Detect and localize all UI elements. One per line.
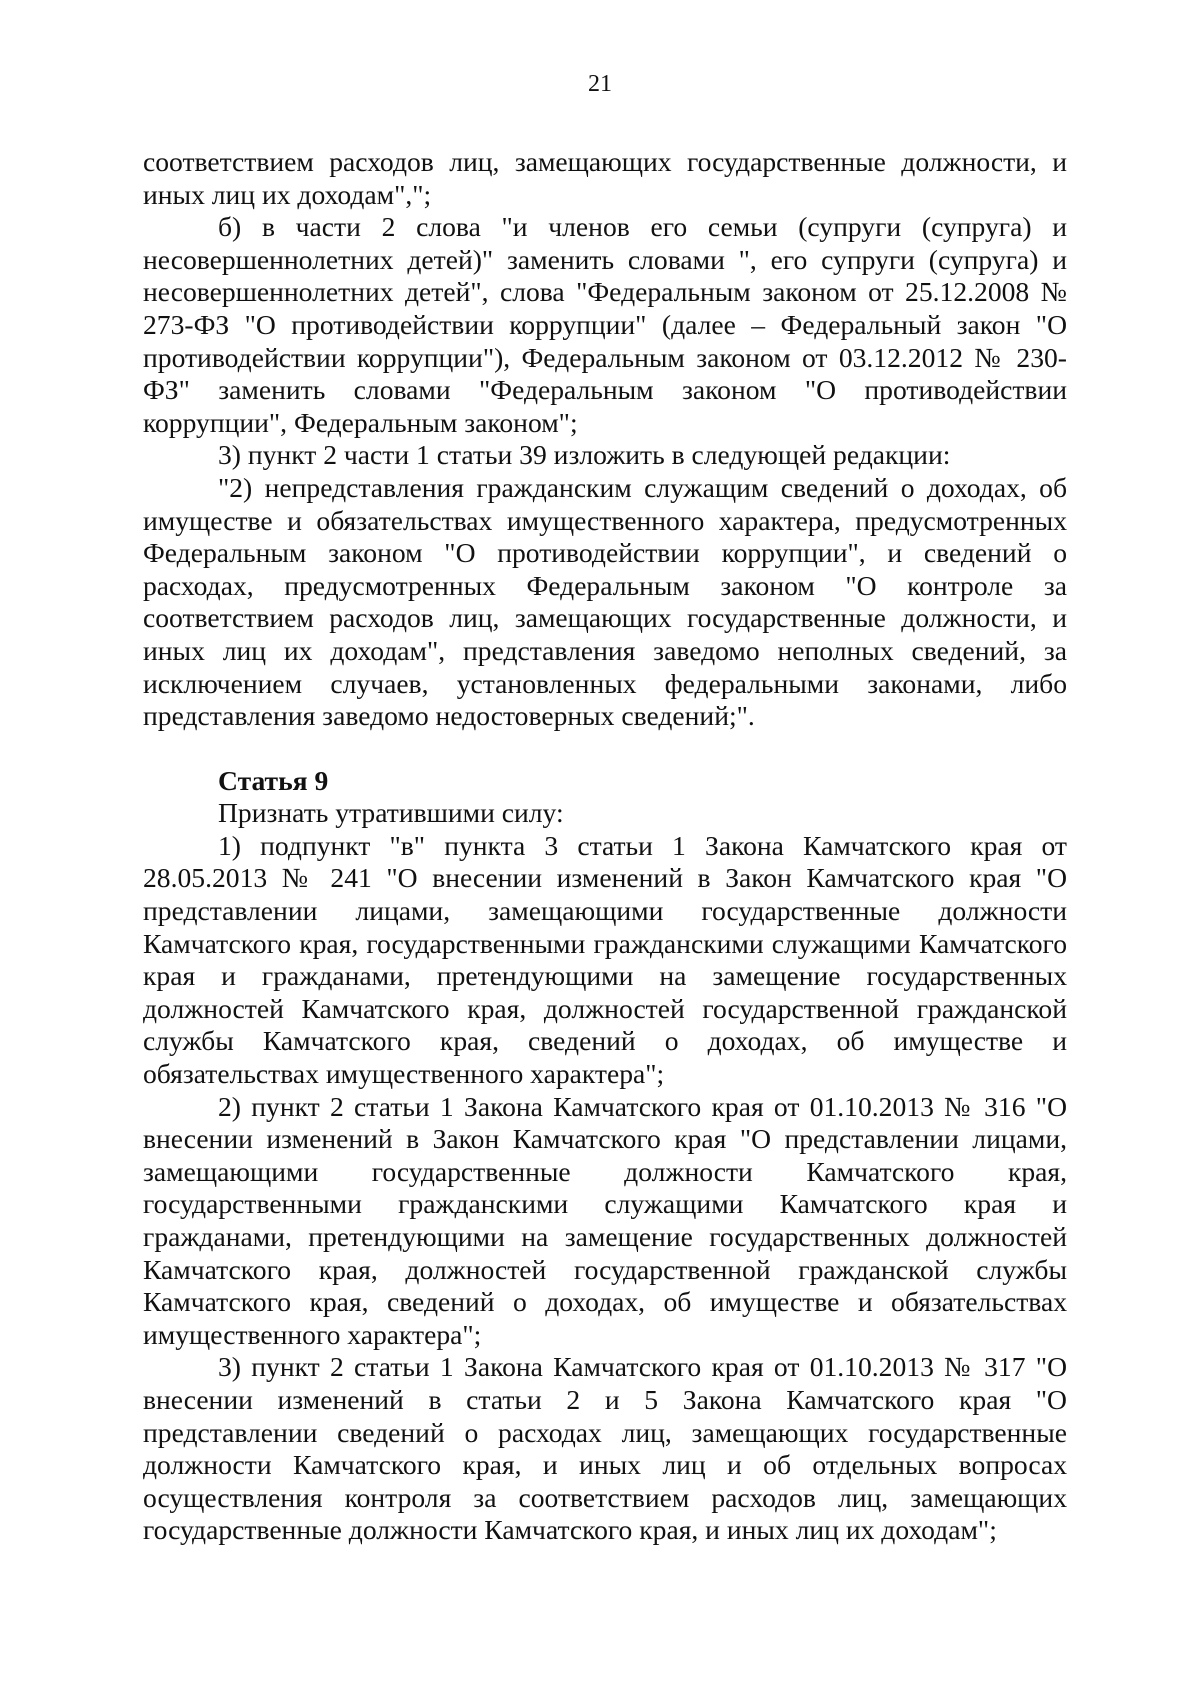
paragraph-repeal-1: 1) подпункт "в" пункта 3 статьи 1 Закона Камчатского края от 28.05.2013 № 241 "О внесении изменений в Закон Камчатского края "О представлении лицами, замещающими государственные должности Камчатского края, государственными гражданскими служащими Камчатского края и гражданами, претендующими на замещение государственных должностей Камчатского края, должностей государственной гражданской службы Камчатского края, сведений о доходах, об имуществе и обязательствах имущественного характера"; xyxy=(143,829,1067,1090)
article-heading: Статья 9 xyxy=(218,764,329,796)
paragraph-item-3: 3) пункт 2 части 1 статьи 39 изложить в следующей редакции: xyxy=(218,439,951,471)
paragraph-repeal-3: 3) пункт 2 статьи 1 Закона Камчатского края от 01.10.2013 № 317 "О внесении изменений в статьи 2 и 5 Закона Камчатского края "О представлении сведений о расходах лиц, замещающих государственные должности Камчатского края, и иных лиц и об отдельных вопросах осуществления контроля за соответствием расходов лиц, замещающих государственные должности Камчатского края, и иных лиц их доходам"; xyxy=(143,1351,1067,1546)
paragraph-article-intro: Признать утратившими силу: xyxy=(218,797,564,829)
paragraph-repeal-2: 2) пункт 2 статьи 1 Закона Камчатского края от 01.10.2013 № 316 "О внесении изменений в Закон Камчатского края "О представлении лицами, замещающими государственные должности Камчатского края, государственными гражданскими служащими Камчатского края и гражданами, претендующими на замещение государственных должностей Камчатского края, должностей государственной гражданской службы Камчатского края, сведений о доходах, об имуществе и обязательствах имущественного характера"; xyxy=(143,1090,1067,1350)
document-body xyxy=(143,146,1067,1547)
paragraph-continuation: соответствием расходов лиц, замещающих государственные должности, и иных лиц их доходам","; xyxy=(143,146,1067,210)
paragraph-quoted-item-2: "2) непредставления гражданским служащим сведений о доходах, об имуществе и обязательствах имущественного характера, предусмотренных Федеральным законом "О противодействии коррупции", и сведений о расходах, предусмотренных Федеральным законом "О контроле за соответствием расходов лиц, замещающих государственные должности, и иных лиц их доходам", представления заведомо неполных сведений, за исключением случаев, установленных федеральными законами, либо представления заведомо недостоверных сведений;". xyxy=(143,471,1067,732)
paragraph-item-b: б) в части 2 слова "и членов его семьи (супруги (супруга) и несовершеннолетних детей)" заменить словами ", его супруги (супруга) и несовершеннолетних детей", слова "Федеральным законом от 25.12.2008 № 273-ФЗ "О противодействии коррупции" (далее – Федеральный закон "О противодействии коррупции"), Федеральным законом от 03.12.2012 № 230-ФЗ" заменить словами "Федеральным законом "О противодействии коррупции", Федеральным законом"; xyxy=(143,211,1067,438)
page-number: 21 xyxy=(588,71,612,97)
